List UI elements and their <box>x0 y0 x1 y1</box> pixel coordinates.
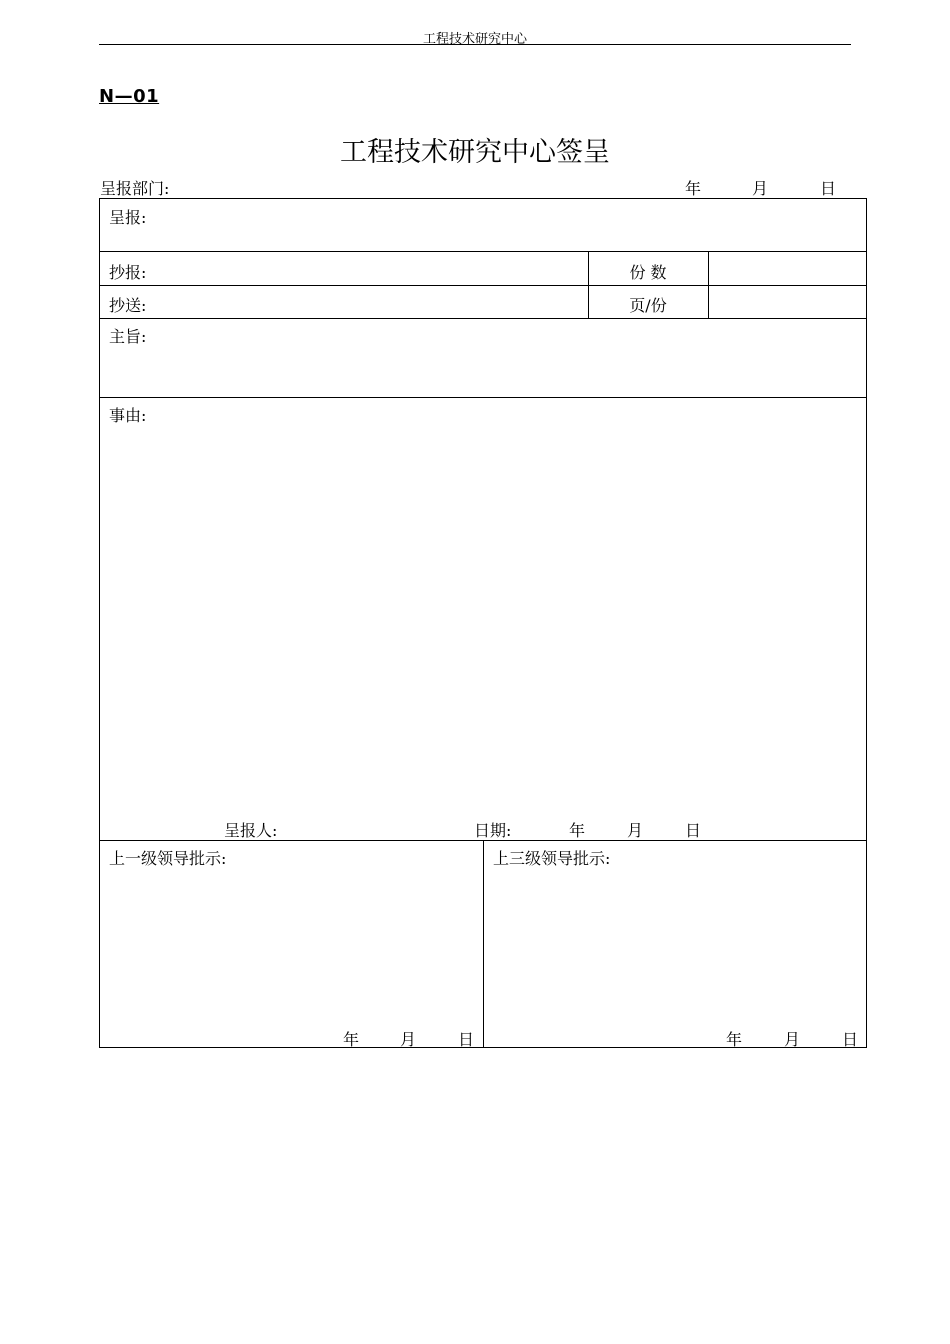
form-title: 工程技术研究中心签呈 <box>340 137 610 168</box>
reason-label: 事由: <box>109 406 147 425</box>
level1-approval-label: 上一级领导批示: <box>109 849 227 868</box>
header-rule <box>99 44 851 45</box>
row-divider-2 <box>99 285 867 286</box>
row-divider-1 <box>99 251 867 252</box>
submit-date-day: 日 <box>685 821 702 840</box>
submit-date-month: 月 <box>627 821 644 840</box>
level3-date-day: 日 <box>842 1030 859 1049</box>
submit-date-label: 日期: <box>474 821 512 840</box>
dept-label: 呈报部门: <box>100 179 170 198</box>
level3-approval-label: 上三级领导批示: <box>493 849 611 868</box>
copies-label: 份 数 <box>629 263 667 282</box>
header-org-name: 工程技术研究中心 <box>422 32 527 47</box>
row-divider-4 <box>99 397 867 398</box>
submit-date-year: 年 <box>569 821 586 840</box>
top-date-month: 月 <box>752 179 769 198</box>
top-date-day: 日 <box>820 179 837 198</box>
level3-date-year: 年 <box>726 1030 743 1049</box>
cc-report-label: 抄报: <box>109 263 147 282</box>
level3-date-month: 月 <box>784 1030 801 1049</box>
level1-date-month: 月 <box>400 1030 417 1049</box>
submit-to-label: 呈报: <box>109 208 147 227</box>
pages-label: 页/份 <box>629 296 667 315</box>
cc-send-label: 抄送: <box>109 296 147 315</box>
col-divider-value <box>708 251 709 318</box>
level1-date-day: 日 <box>458 1030 475 1049</box>
level1-date-year: 年 <box>343 1030 360 1049</box>
submitter-label: 呈报人: <box>224 821 278 840</box>
subject-label: 主旨: <box>109 327 147 346</box>
top-date-year: 年 <box>685 179 702 198</box>
form-code: N—01 <box>99 86 160 107</box>
row-divider-3 <box>99 318 867 319</box>
col-divider-approval <box>483 840 484 1048</box>
